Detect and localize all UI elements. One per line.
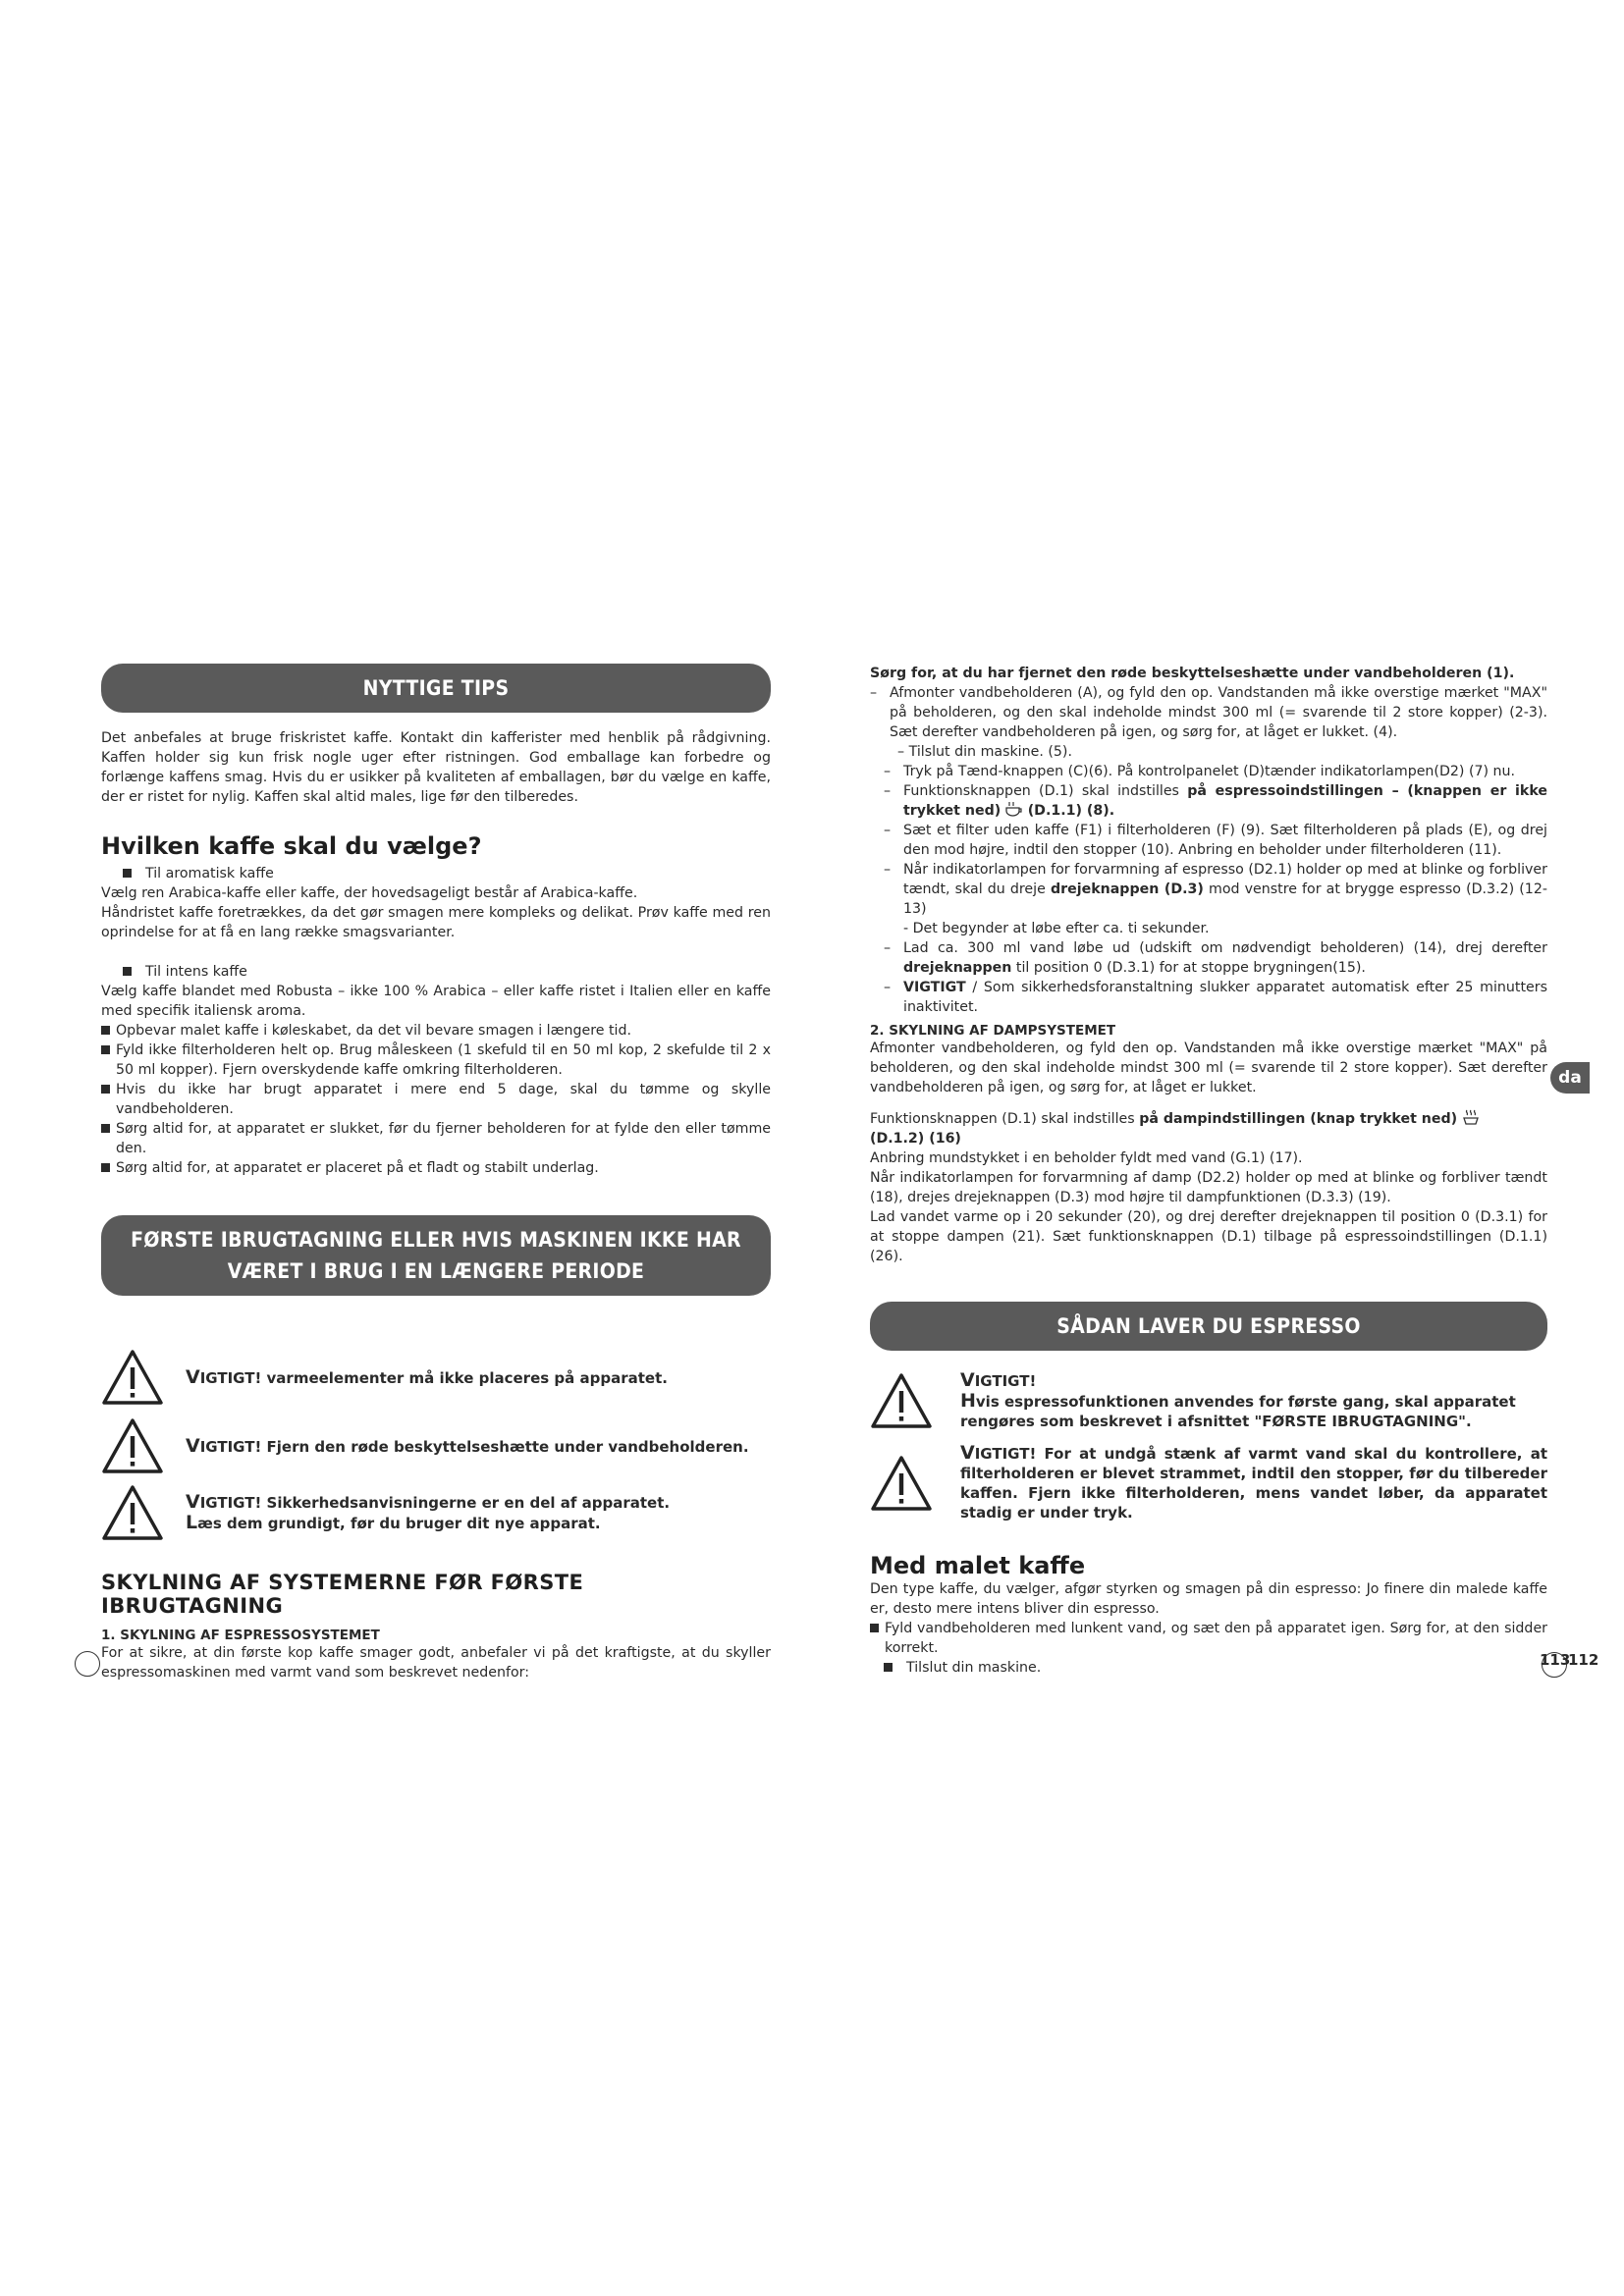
list-item: Opbevar malet kaffe i køleskabet, da det vil bevare smagen i længere tid. — [101, 1021, 771, 1041]
heading-rinse-systems: SKYLNING AF SYSTEMERNE FØR FØRSTE IBRUGTAGNING — [101, 1571, 584, 1618]
bullet-square-icon — [101, 1124, 110, 1133]
warning-triangle-icon — [101, 1484, 164, 1541]
step-item: – Tilslut din maskine. (5). — [897, 744, 1072, 760]
aromatic-label-row — [101, 864, 771, 883]
warning-triangle-icon — [870, 1455, 933, 1512]
warning-safety: VIGTIGT! Sikkerhedsanvisningerne er en del af apparatet. Læs dem grundigt, før du bruger dit nye apparat. — [101, 1484, 771, 1541]
banner-make-espresso: SÅDAN LAVER DU ESPRESSO — [870, 1302, 1547, 1351]
step-item: – VIGTIGT / Som sikkerhedsforanstaltning slukker apparatet automatisk efter 25 minutters inaktivitet. — [884, 980, 1547, 1015]
steam-icon — [1462, 1109, 1480, 1125]
right-column — [870, 664, 1547, 1678]
intense-label-row — [101, 962, 771, 982]
bullet-square-icon — [870, 1624, 879, 1632]
ground-coffee-text: Den type kaffe, du vælger, afgør styrken og smagen på din espresso: Jo finere din malede kaffe er, desto mere intens bliver din espresso. — [870, 1581, 1547, 1617]
list-item: Sørg altid for, at apparatet er placeret på et fladt og stabilt underlag. — [101, 1158, 771, 1178]
heading-choose-coffee: Hvilken kaffe skal du vælge? — [101, 832, 482, 860]
bullet-square-icon — [101, 1085, 110, 1094]
step-item: – Sæt et filter uden kaffe (F1) i filterholderen (F) (9). Sæt filterholderen på plads (E), og drej den mod højre, indtil den stopper (10). Anbring en beholder under filterholderen (11). — [884, 823, 1547, 858]
bullet-square-icon — [123, 869, 132, 878]
language-tab: da — [1550, 1062, 1590, 1094]
tips-list — [101, 1021, 771, 1178]
remove-cap-text: Sørg for, at du har fjernet den røde beskyttelseshætte under vandbeholderen (1). — [870, 666, 1515, 681]
steam-intro-text: Afmonter vandbeholderen, og fyld den op. Vandstanden må ikke overstige mærket "MAX" på beholderen, og den skal indeholde mindst 300 ml (= svarende til 2 store kopper). Sæt derefter vandbeholderen på igen, og sørg for, at låget er lukket. — [870, 1041, 1547, 1095]
step-item: – Funktionsknappen (D.1) skal indstilles på espressoindstillingen – (knappen er ikke trykket ned) (D.1.1) (8). — [884, 783, 1547, 819]
list-item: Hvis du ikke har brugt apparatet i mere end 5 dage, skal du tømme og skylle vandbeholderen. — [101, 1080, 771, 1119]
step-item: – Tryk på Tænd-knappen (C)(6). På kontrolpanelet (D)tænder indikatorlampen(D2) (7) nu. — [884, 764, 1516, 779]
list-item: Sørg altid for, at apparatet er slukket, før du fjerner beholderen for at fylde den eller tømme den. — [101, 1119, 771, 1158]
sub-heading-steam-system: 2. SKYLNING AF DAMPSYSTEMET — [870, 1023, 1116, 1039]
heading-ground-coffee: Med malet kaffe — [870, 1552, 1086, 1579]
banner-nyttige-tips: NYTTIGE TIPS — [101, 664, 771, 713]
page-number-left: 113 — [1540, 1651, 1571, 1669]
bullet-square-icon — [123, 967, 132, 976]
banner-first-use: FØRSTE IBRUGTAGNING ELLER HVIS MASKINEN IKKE HAR VÆRET I BRUG I EN LÆNGERE PERIODE — [101, 1215, 771, 1296]
warning-triangle-icon — [101, 1417, 164, 1474]
warning-triangle-icon — [870, 1372, 933, 1429]
steam-setting-text: Funktionsknappen (D.1) skal indstilles på dampindstillingen (knap trykket ned) (D.1.2) (16) — [870, 1109, 1547, 1148]
warning-hot-water: VIGTIGT! For at undgå stænk af varmt vand skal du kontrollere, at filterholderen er blevet strammet, indtil den stopper, før du tilbereder kaffen. Fjern ikke filterholderen, mens vandet løber, da apparatet stadig er under tryk. — [870, 1443, 1547, 1522]
warning-triangle-icon — [101, 1349, 164, 1406]
list-item: Fyld ikke filterholderen helt op. Brug måleskeen (1 skefuld til en 50 ml kop, 2 skefulde til 2 x 50 ml kopper). Fjern overskydende kaffe omkring filterholderen. — [101, 1041, 771, 1080]
rinse-intro-text: For at sikre, at din første kop kaffe smager godt, anbefaler vi på det kraftigste, at du skyller espressomaskinen med varmt vand som beskrevet nedenfor: — [101, 1645, 771, 1681]
page-number-right: 112 — [1568, 1651, 1599, 1669]
warning-first-use-clean: VIGTIGT! Hvis espressofunktionen anvendes for første gang, skal apparatet rengøres som beskrevet i afsnittet "FØRSTE IBRUGTAGNING". — [870, 1370, 1547, 1431]
warning-red-cap: VIGTIGT! Fjern den røde beskyttelseshætte under vandbeholderen. — [101, 1417, 771, 1474]
step-item: – Afmonter vandbeholderen (A), og fyld den op. Vandstanden må ikke overstige mærket "MAX" på beholderen, og den skal indeholde mindst 300 ml (= svarende til 2 store kopper) (2-3). Sæt derefter vandbeholderen på igen, og sørg for, at låget er lukket. (4). — [870, 685, 1547, 740]
bullet-square-icon — [884, 1663, 893, 1672]
steam-line: Lad vandet varme op i 20 sekunder (20), og drej derefter drejeknappen til position 0 (D.3.1) for at stoppe dampen (21). Sæt funktionsknappen (D.1) tilbage på espressoindstillingen (D.1.1) (26). — [870, 1209, 1547, 1264]
list-item: Fyld vandbeholderen med lunkent vand, og sæt den på apparatet igen. Sørg for, at den sidder korrekt. — [870, 1619, 1547, 1658]
intense-text: Vælg kaffe blandet med Robusta – ikke 100 % Arabica – eller kaffe ristet i Italien eller en kaffe med specifik italiensk aroma. — [101, 984, 771, 1019]
bullet-square-icon — [101, 1045, 110, 1054]
sub-heading-espresso-system: 1. SKYLNING AF ESPRESSOSYSTEMET — [101, 1628, 380, 1643]
bullet-square-icon — [101, 1163, 110, 1172]
aromatic-label: Til aromatisk kaffe — [145, 866, 274, 881]
intense-label: Til intens kaffe — [145, 964, 247, 980]
left-column — [101, 664, 771, 1682]
espresso-cup-icon — [1005, 801, 1023, 817]
aromatic-text-2: Håndristet kaffe foretrækkes, da det gør smagen mere kompleks og delikat. Prøv kaffe med ren oprindelse for at få en lang række smagsvarianter. — [101, 905, 771, 940]
step-item: – Når indikatorlampen for forvarmning af espresso (D2.1) holder op med at blinke og forbliver tændt, skal du dreje drejeknappen (D.3) mod venstre for at brygge espresso (D.3.2) (12-13) - Det begynder at løbe efter ca. ti sekunder. — [884, 862, 1547, 936]
bullet-square-icon — [101, 1026, 110, 1035]
registration-circle-left — [75, 1651, 100, 1677]
steam-line: Anbring mundstykket i en beholder fyldt med vand (G.1) (17). — [870, 1150, 1303, 1166]
steam-line: Når indikatorlampen for forvarmning af damp (D2.2) holder op med at blinke og forbliver tændt (18), drejes drejeknappen (D.3) mod højre til dampfunktionen (D.3.3) (19). — [870, 1170, 1547, 1205]
intro-paragraph: Det anbefales at bruge friskristet kaffe. Kontakt din kafferister med henblik på rådgivning. Kaffen holder sig kun frisk nogle uger efter ristningen. God emballage kan forbedre og forlænge kaffens smag. Hvis du er usikker på kvaliteten af emballagen, bør du vælge en kaffe, der er ristet for nylig. Kaffen skal altid males, lige før den tilberedes. — [101, 730, 771, 805]
list-item: Tilslut din maskine. — [870, 1658, 1547, 1678]
aromatic-text-1: Vælg ren Arabica-kaffe eller kaffe, der hovedsageligt består af Arabica-kaffe. — [101, 885, 638, 901]
warning-heating: VIGTIGT! varmeelementer må ikke placeres på apparatet. — [101, 1349, 771, 1406]
step-item: – Lad ca. 300 ml vand løbe ud (udskift om nødvendigt beholderen) (14), drej derefter drejeknappen til position 0 (D.3.1) for at stoppe brygningen(15). — [884, 940, 1547, 976]
